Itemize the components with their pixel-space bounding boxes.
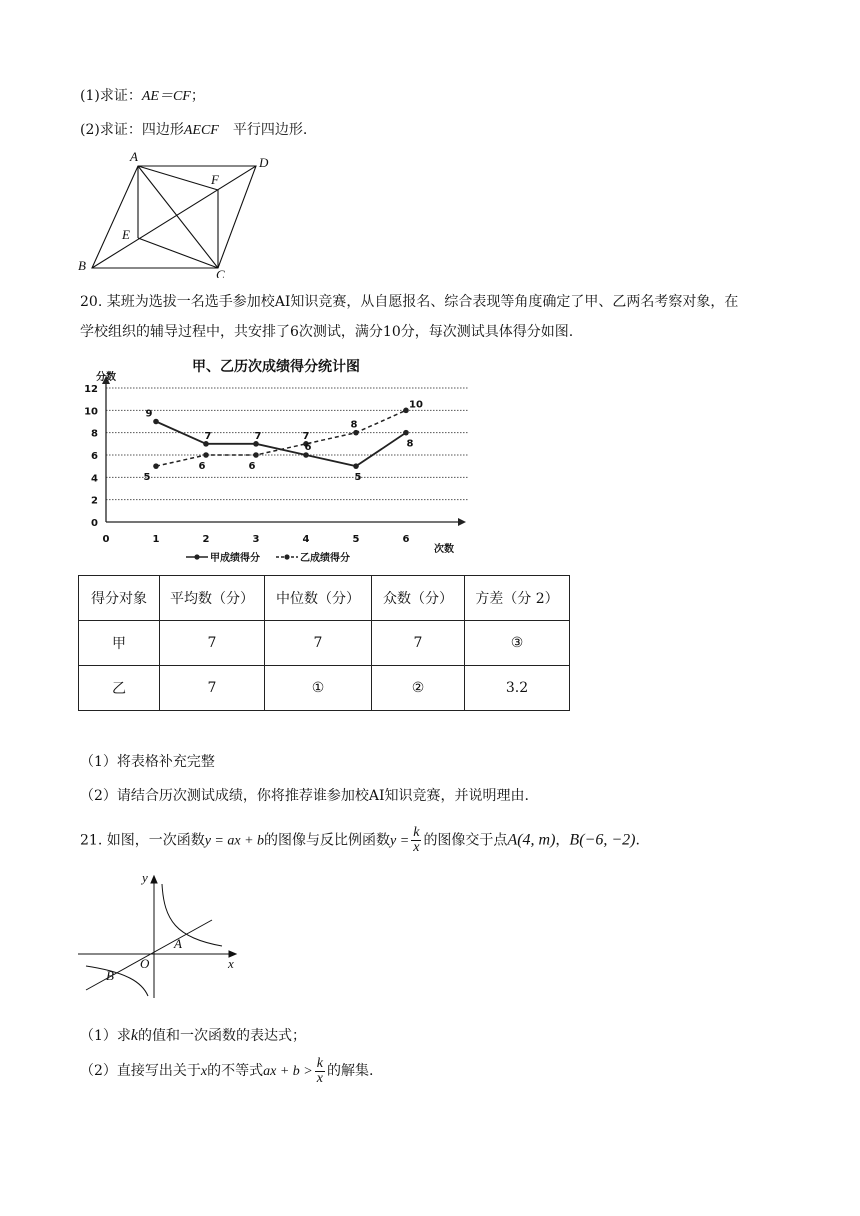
data-point-jia xyxy=(203,441,209,447)
table-cell: ③ xyxy=(465,621,570,666)
q21-text: 21. 如图，一次函数y = ax + b的图像与反比例函数y = $\frac{k}{x}$ 的图像交于点A(4, m)，B(−6, −2). xyxy=(80,825,640,855)
q21-point-b: B(−6, −2) xyxy=(569,831,636,849)
data-label-jia: 6 xyxy=(304,442,312,453)
data-label-yi: 6 xyxy=(248,461,256,472)
data-point-jia xyxy=(353,463,359,469)
table-header-row xyxy=(79,576,570,621)
data-label-jia: 7 xyxy=(254,430,262,442)
q21-sub1: （1）求k的值和一次函数的表达式； xyxy=(80,1027,307,1044)
data-label-jia: 9 xyxy=(145,408,153,420)
x-tick-label: 0 xyxy=(102,534,110,545)
x-tick-label: 2 xyxy=(202,534,210,545)
q21-fraction: $\frac{k}{x}$ xyxy=(413,825,420,855)
legend-marker-jia xyxy=(194,554,199,559)
segment-af xyxy=(138,166,218,190)
y-tick-label: 0 xyxy=(91,518,98,529)
hyperbola-branch-3 xyxy=(86,966,148,996)
x-axis-label: 次数 xyxy=(434,544,454,555)
data-label-yi: 10 xyxy=(409,399,423,411)
label-y: y xyxy=(142,870,148,885)
table-row xyxy=(79,666,570,711)
q21-point-a: A(4, m) xyxy=(507,831,556,849)
table-cell: 7 xyxy=(372,621,465,666)
x-tick-label: 3 xyxy=(252,534,260,545)
label-o: O xyxy=(140,956,150,971)
chart-legend xyxy=(186,551,350,564)
label-a: A xyxy=(130,149,138,164)
q19-part1-math: AE＝CF xyxy=(141,89,191,104)
data-label-jia: 5 xyxy=(354,472,362,484)
label-e: E xyxy=(122,227,130,242)
x-tick-label: 4 xyxy=(302,534,310,545)
table-cell: 乙 xyxy=(79,666,160,711)
table-cell: 7 xyxy=(160,621,265,666)
data-point-yi xyxy=(403,408,409,414)
table-cell: 7 xyxy=(265,621,372,666)
q20-text-line1: 20. 某班为选拔一名选手参加校AI知识竞赛，从自愿报名、综合表现等角度确定了甲、乙两名考察对象，在 xyxy=(80,294,739,310)
legend-label-jia: 甲成绩得分 xyxy=(210,553,260,564)
data-point-jia xyxy=(303,452,309,458)
legend-marker-yi xyxy=(284,554,289,559)
table-cell: 甲 xyxy=(79,621,160,666)
q19-part2-math: AECF xyxy=(183,123,219,138)
diagonal-bd xyxy=(92,166,256,268)
data-label-yi: 5 xyxy=(143,472,151,484)
y-tick-label: 12 xyxy=(84,384,98,395)
y-tick-label: 10 xyxy=(84,406,98,418)
chart-labels xyxy=(84,384,423,545)
chart-series xyxy=(153,408,409,469)
label-c: C xyxy=(216,267,225,278)
label-point-b: B xyxy=(106,968,114,983)
line-chart xyxy=(78,354,478,570)
q20-text-line2: 学校组织的辅导过程中，共安排了6次测试，满分10分，每次测试具体得分如图. xyxy=(80,324,574,340)
q21-inequality: ax + b > xyxy=(263,1064,313,1079)
data-label-yi: 6 xyxy=(198,461,206,472)
table-cell: 7 xyxy=(160,666,265,711)
data-point-jia xyxy=(403,430,409,436)
table-cell: ① xyxy=(265,666,372,711)
label-x: x xyxy=(228,956,234,971)
data-label-jia: 7 xyxy=(204,430,212,442)
label-f: F xyxy=(211,172,219,187)
data-point-jia xyxy=(253,441,259,447)
q19-part2: (2)求证：四边形AECF 平行四边形. xyxy=(80,122,308,138)
q21-linear: y = ax + b xyxy=(204,833,265,849)
y-axis-arrow xyxy=(151,876,157,883)
x-tick-label: 1 xyxy=(152,534,160,545)
table-cell: ② xyxy=(372,666,465,711)
y-tick-label: 8 xyxy=(91,428,98,440)
q19-part1: (1)求证：AE＝CF； xyxy=(80,88,205,104)
data-label-yi: 7 xyxy=(302,430,310,442)
table-header-cell: 得分对象 xyxy=(79,576,160,621)
q20-sub1: （1）将表格补充完整 xyxy=(80,754,215,770)
q21-sub2: （2）直接写出关于x的不等式ax + b > $\frac{k}{x}$ 的解集. xyxy=(80,1055,374,1086)
table-row xyxy=(79,621,570,666)
y-axis-label: 分数 xyxy=(96,372,116,383)
y-tick-label: 2 xyxy=(91,495,98,507)
table-cell: 3.2 xyxy=(465,666,570,711)
parallelogram-figure xyxy=(70,146,280,278)
score-table xyxy=(78,575,570,711)
label-point-a: A xyxy=(174,936,182,951)
table-header-cell: 方差（分 2） xyxy=(465,576,570,621)
label-b: B xyxy=(78,258,86,273)
label-d: D xyxy=(259,155,269,170)
data-point-jia xyxy=(153,419,159,425)
data-point-yi xyxy=(353,430,359,436)
data-point-yi xyxy=(153,463,159,469)
data-label-jia: 8 xyxy=(406,438,414,450)
y-tick-label: 6 xyxy=(91,451,98,462)
table-header-cell: 中位数（分） xyxy=(265,576,372,621)
table-header-cell: 众数（分） xyxy=(372,576,465,621)
data-label-yi: 8 xyxy=(350,419,358,431)
x-axis-arrow xyxy=(458,518,466,526)
hyperbola-branch-1 xyxy=(162,884,222,946)
legend-label-yi: 乙成绩得分 xyxy=(300,553,350,564)
q21-sub2-fraction: $\frac{k}{x}$ xyxy=(316,1055,323,1086)
data-point-yi xyxy=(253,452,259,458)
x-tick-label: 6 xyxy=(402,534,410,545)
q20-sub2: （2）请结合历次测试成绩，你将推荐谁参加校AI知识竞赛，并说明理由. xyxy=(80,788,529,804)
series-line-jia xyxy=(156,419,406,467)
table-header-cell: 平均数（分） xyxy=(160,576,265,621)
linear-function-line xyxy=(86,920,212,990)
data-point-yi xyxy=(203,452,209,458)
function-graph-figure xyxy=(76,870,246,1004)
x-tick-label: 5 xyxy=(352,534,360,545)
y-tick-label: 4 xyxy=(91,473,98,485)
chart-title: 甲、乙历次成绩得分统计图 xyxy=(192,359,360,375)
